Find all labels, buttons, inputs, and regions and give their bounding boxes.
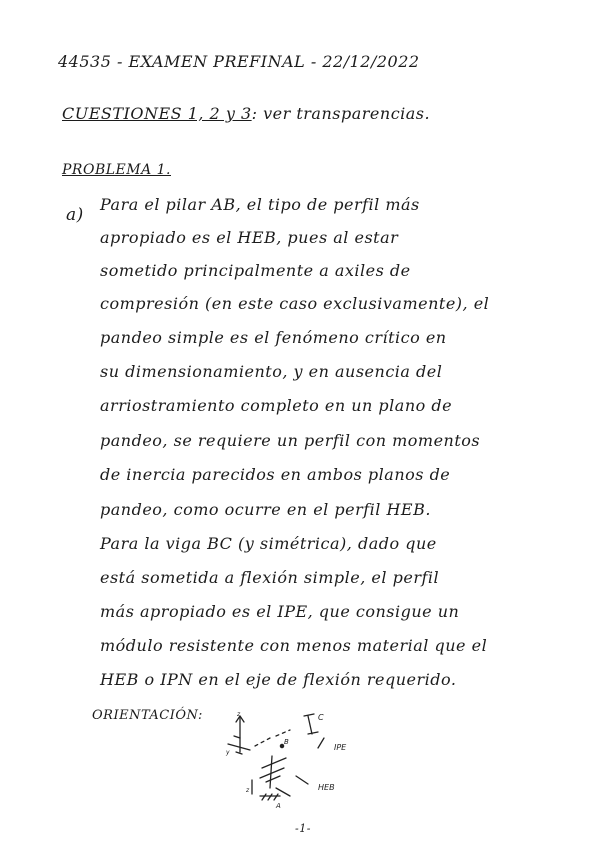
label-heb: HEB (318, 783, 335, 792)
label-ipe: IPE (334, 743, 347, 752)
orientation-label: ORIENTACIÓN: (92, 708, 203, 723)
paragraph-line: más apropiado es el IPE, que consigue un (100, 602, 460, 621)
questions-text: ver transparencias. (263, 104, 431, 123)
paragraph-line: pandeo simple es el fenómeno crítico en (100, 328, 447, 347)
label-y: y (226, 749, 230, 756)
paragraph-line: pandeo, se requiere un perfil con momentos (100, 431, 481, 450)
heb-column (270, 756, 272, 788)
paragraph-line: está sometida a flexión simple, el perfil (100, 568, 440, 587)
paragraph-line: de inercia parecidos en ambos planos de (100, 465, 451, 484)
y-axis-line (228, 744, 250, 750)
ipe-pointer (318, 738, 324, 748)
paragraph-line: módulo resistente con menos material que el (100, 636, 488, 655)
label-c: C (318, 713, 324, 722)
page-number: -1- (295, 822, 311, 835)
paragraph-line: Para la viga BC (y simétrica), dado que (100, 534, 437, 553)
paragraph-line: apropiado es el HEB, pues al estar (100, 228, 399, 247)
ipe-profile (308, 716, 312, 734)
paragraph-line: sometido principalmente a axiles de (100, 261, 411, 280)
label-z-bottom: z (246, 787, 250, 794)
label-z-top: z (237, 711, 241, 718)
paragraph-line: compresión (en este caso exclusivamente), el (100, 294, 490, 313)
questions-line (62, 104, 430, 123)
exam-header: 44535 - EXAMEN PREFINAL - 22/12/2022 (58, 52, 420, 71)
label-b: B (284, 738, 289, 746)
problem-title: PROBLEMA 1. (62, 162, 171, 178)
questions-separator: : (251, 104, 258, 123)
paragraph-line: arriostramiento completo en un plano de (100, 396, 453, 415)
questions-label: CUESTIONES 1, 2 y 3 (62, 104, 252, 123)
paragraph-line: HEB o IPN en el eje de flexión requerido. (100, 670, 457, 689)
part-a-label: a) (66, 205, 84, 225)
heb-pointer (296, 776, 308, 784)
paragraph-line: pandeo, como ocurre en el perfil HEB. (100, 500, 431, 519)
label-a: A (276, 802, 281, 810)
paragraph-line: su dimensionamiento, y en ausencia del (100, 362, 443, 381)
paragraph-line: Para el pilar AB, el tipo de perfil más (100, 195, 420, 214)
orientation-sketch (200, 708, 370, 812)
